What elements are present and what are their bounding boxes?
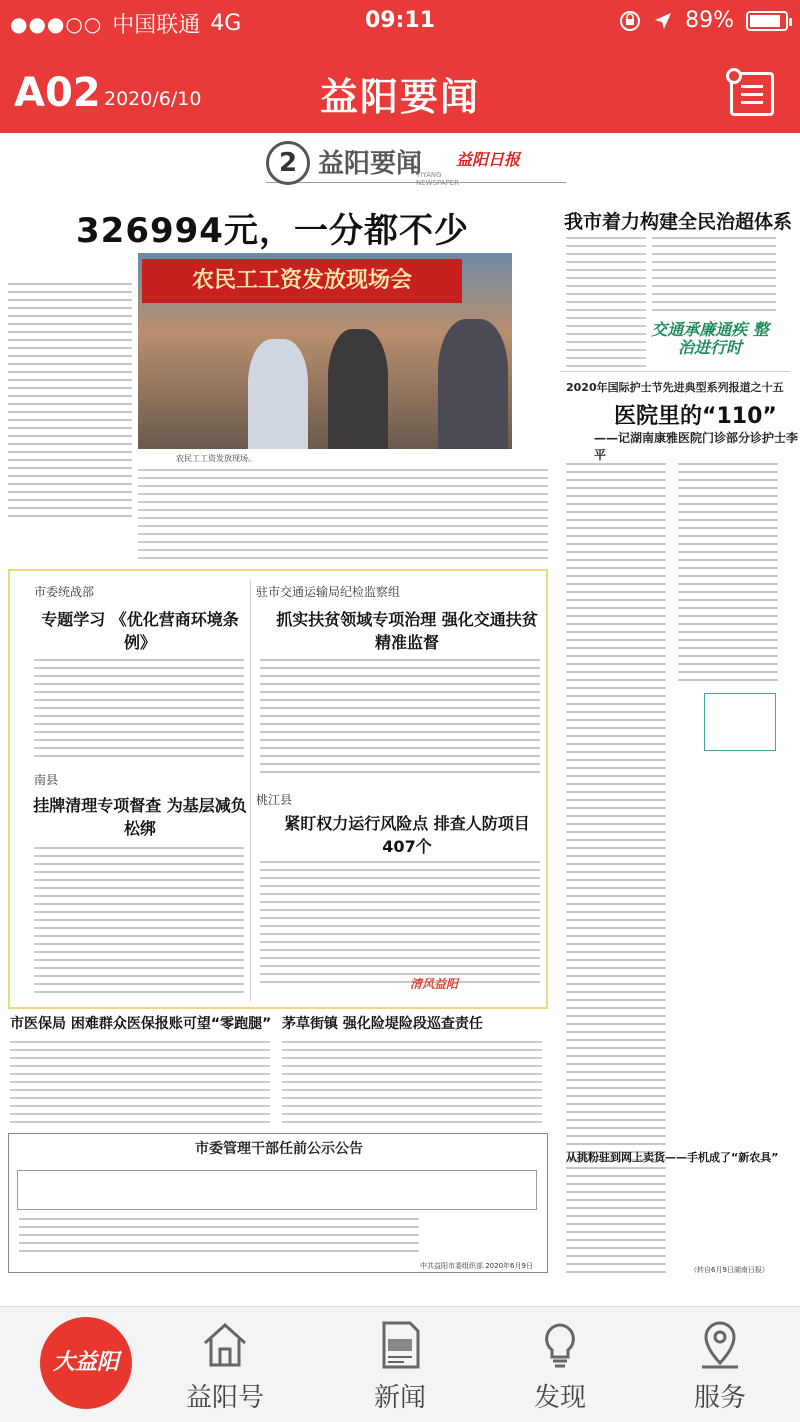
notice-body [19,1218,419,1258]
traffic-campaign-logo: 交通承廉通疾 整治进行时 [651,320,769,357]
box-section-label: 南县 [34,773,59,787]
home-icon [199,1319,251,1371]
right-article-body [566,237,646,373]
divider [560,371,790,372]
location-arrow-icon [653,11,673,31]
page-list-icon[interactable] [730,72,774,116]
news-photo[interactable] [138,253,512,449]
divider [250,581,251,1001]
tab-discover[interactable] [505,1315,615,1415]
newspaper-masthead [266,141,566,187]
article-body-left [8,283,132,523]
app-header [0,52,800,132]
person-figure [328,329,388,449]
box-article-body [34,847,244,999]
tab-label: 新闻 [373,1383,426,1413]
tab-label: 发现 [533,1383,586,1413]
status-right [619,8,788,33]
battery-icon [746,11,788,31]
battery-percent: 89% [685,8,734,33]
box-article-title[interactable]: 专题学习 《优化营商环境条例》 [41,610,239,652]
bottom-article-body [282,1041,542,1129]
location-icon [694,1319,746,1371]
main-headline[interactable]: 326994元，一分都不少 [76,211,469,251]
anti-corruption-box [8,569,548,1009]
right-article-body [678,463,778,687]
box-section-label: 市委统战部 [34,585,95,599]
box-article-title[interactable]: 挂牌清理专项督查 为基层减负松绑 [33,796,247,838]
right-article-body [652,237,776,317]
app-logo[interactable]: 大益阳 [40,1317,132,1409]
network-type: 4G [210,11,242,36]
bulb-icon [534,1319,586,1371]
newspaper-page[interactable] [0,133,800,1422]
top-bar [0,0,800,133]
right-kicker: 2020年国际护士节先进典型系列报道之十五 [566,381,784,394]
newspaper-page-number: 2 [266,141,310,185]
page-date: 2020/6/10 [104,88,202,110]
person-figure [248,339,308,449]
bottom-tab-bar [0,1306,800,1422]
article-body-main [138,469,548,565]
source-note: （转自6月9日湖南日报） [690,1266,769,1274]
lock-rotation-icon [619,10,641,32]
notice-table [17,1170,537,1210]
box-section-label: 驻市交通运输局纪检监察组 [256,585,401,599]
box-article-title[interactable]: 抓实扶贫领域专项治理 强化交通扶贫精准监督 [276,610,538,652]
right-big-title[interactable]: 医院里的“110” [614,404,777,429]
box-article-body [260,861,540,989]
newspaper-brand: 益阳日报 [456,150,521,169]
photo-banner: 农民工工资发放现场会 [142,259,462,303]
tab-service[interactable] [665,1315,775,1415]
bottom-article-title[interactable]: 市医保局 困难群众医保报账可望“零跑腿” [10,1016,272,1032]
page-code[interactable]: A02 [14,70,101,116]
box-article-body [260,659,540,779]
tab-label: 服务 [693,1383,746,1413]
stamp-logo: 清风益阳 [410,977,459,991]
tab-news[interactable] [345,1315,455,1415]
box-section-label: 桃江县 [256,793,293,807]
notice-title[interactable]: 市委管理干部任前公示公告 [195,1141,363,1157]
tab-label: 益阳号 [185,1383,264,1413]
box-article-title[interactable]: 紧盯权力运行风险点 排查人防项目407个 [284,814,530,856]
news-icon [374,1319,426,1371]
newspaper-section-en: YIYANG NEWSPAPER [416,171,460,187]
signal-strength-icon: ●●●○○ [10,11,103,36]
battery-fill [750,15,780,27]
right-subtitle: ——记湖南康雅医院门诊部分诊护士李平 [594,431,799,462]
status-time: 09:11 [364,8,436,33]
tab-yiyanghao[interactable] [170,1315,280,1415]
notice-box [8,1133,548,1273]
person-figure [438,319,508,449]
campaign-logo-icon [704,693,776,751]
page-title: 益阳要闻 [319,75,480,119]
box-article-body [34,659,244,763]
bottom-article-body [10,1041,270,1129]
status-bar [0,0,800,42]
bottom-article-title[interactable]: 茅草街镇 强化险堤险段巡查责任 [282,1016,483,1032]
bottom-article-title[interactable]: 从挑粉驻到网上卖货——手机成了“新农具” [566,1151,779,1164]
photo-caption: 农民工工资发放现场。 [176,454,256,463]
carrier-name: 中国联通 [112,13,201,38]
notice-footer: 中共益阳市委组织部 2020年6月9日 [420,1262,533,1270]
right-headline[interactable]: 我市着力构建全民治超体系 [564,211,793,233]
newspaper-section-name: 益阳要闻 [318,149,423,179]
